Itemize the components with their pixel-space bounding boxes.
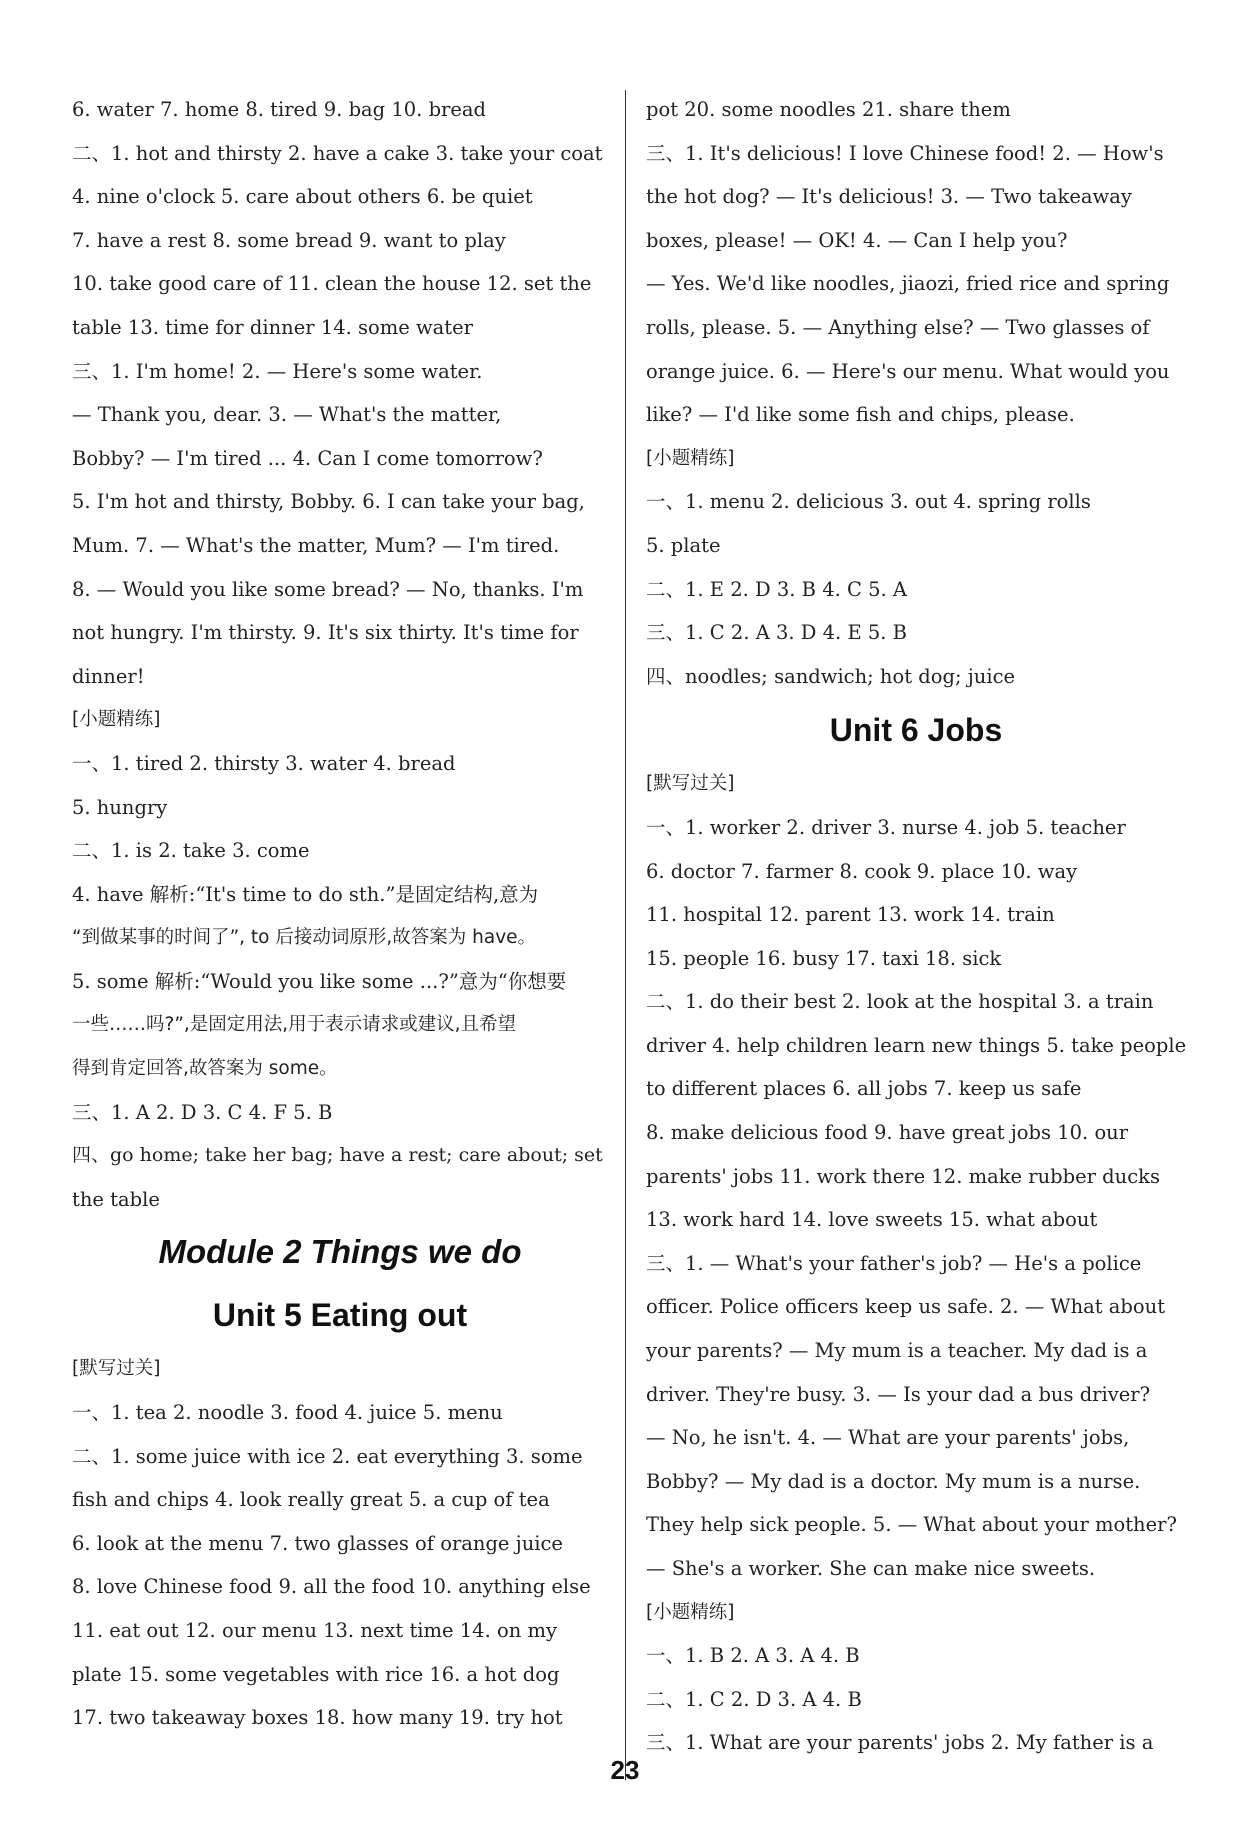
answer-line: 8. — Would you like some bread? — No, thanks. I'm (72, 577, 584, 601)
page-number: 23 (610, 1755, 640, 1785)
answer-line: your parents? — My mum is a teacher. My dad is a (646, 1339, 1148, 1363)
answer-line: 二、1. hot and thirsty 2. have a cake 3. take your coat (72, 141, 603, 165)
section-tag: [小题精练] (646, 447, 735, 469)
section-tag: [小题精练] (72, 709, 161, 731)
answer-line: 5. plate (646, 533, 721, 557)
answer-line: officer. Police officers keep us safe. 2. — What about (646, 1295, 1166, 1319)
answer-line: 三、1. C 2. A 3. D 4. E 5. B (646, 621, 908, 645)
answer-line: 4. have 解析:“It's time to do sth.”是固定结构,意为 (72, 882, 539, 906)
answer-line: — Yes. We'd like noodles, jiaozi, fried rice and spring (646, 272, 1170, 296)
answer-line: 6. look at the menu 7. two glasses of orange juice (72, 1531, 563, 1555)
answer-line: 11. hospital 12. parent 13. work 14. train (646, 903, 1055, 927)
answer-line: They help sick people. 5. — What about your mother? (646, 1513, 1177, 1537)
answer-line: 5. some 解析:“Would you like some ...?”意为“你想要 (72, 969, 567, 993)
answer-line: 一、1. B 2. A 3. A 4. B (646, 1644, 860, 1668)
answer-line: like? — I'd like some fish and chips, please. (646, 403, 1075, 427)
answer-line: 一、1. tired 2. thirsty 3. water 4. bread (72, 751, 456, 775)
answer-line: 15. people 16. busy 17. taxi 18. sick (646, 946, 1002, 970)
answer-line: parents' jobs 11. work there 12. make rubber ducks (646, 1164, 1160, 1188)
answer-line: 二、1. some juice with ice 2. eat everything 3. some (72, 1444, 583, 1468)
unit-heading: Unit 6 Jobs (829, 712, 1003, 749)
answer-line: 三、1. I'm home! 2. — Here's some water. (72, 359, 483, 383)
answer-line: 一、1. menu 2. delicious 3. out 4. spring rolls (646, 490, 1091, 514)
answer-line: 二、1. C 2. D 3. A 4. B (646, 1687, 862, 1711)
answer-line: plate 15. some vegetables with rice 16. a hot dog (72, 1662, 560, 1686)
answer-line: driver 4. help children learn new things 5. take people (646, 1033, 1187, 1057)
answer-line: 四、noodles; sandwich; hot dog; juice (646, 664, 1016, 688)
explanation-line: “到做某事的时间了”, to 后接动词原形,故答案为 have。 (72, 927, 537, 949)
answer-line: Mum. 7. — What's the matter, Mum? — I'm tired. (72, 533, 560, 557)
column-divider (625, 90, 626, 1780)
answer-line: 7. have a rest 8. some bread 9. want to play (72, 228, 506, 252)
answer-line: 二、1. is 2. take 3. come (72, 839, 310, 863)
answer-line: 8. make delicious food 9. have great jobs 10. our (646, 1121, 1129, 1145)
answer-line: 二、1. E 2. D 3. B 4. C 5. A (646, 577, 908, 601)
answer-line: driver. They're busy. 3. — Is your dad a bus driver? (646, 1382, 1151, 1406)
answer-line: not hungry. I'm thirsty. 9. It's six thirty. It's time for (72, 621, 579, 645)
section-tag: [小题精练] (646, 1601, 735, 1623)
answer-line: 6. water 7. home 8. tired 9. bag 10. bread (72, 98, 487, 121)
module-heading: Module 2 Things we do (158, 1233, 522, 1271)
answer-line: — No, he isn't. 4. — What are your parents' jobs, (646, 1426, 1130, 1450)
answer-line: 三、1. A 2. D 3. C 4. F 5. B (72, 1100, 333, 1124)
answer-line: 三、1. It's delicious! I love Chinese food! 2. — How's (646, 141, 1164, 165)
answer-line: 二、1. do their best 2. look at the hospital 3. a train (646, 990, 1154, 1014)
answer-line: the hot dog? — It's delicious! 3. — Two takeaway (646, 185, 1132, 209)
answer-line: — Thank you, dear. 3. — What's the matter, (72, 403, 502, 427)
answer-line: 11. eat out 12. our menu 13. next time 14. on my (72, 1619, 557, 1642)
answer-line: boxes, please! — OK! 4. — Can I help you? (646, 228, 1068, 252)
answer-line: Bobby? — My dad is a doctor. My mum is a nurse. (646, 1469, 1141, 1493)
answer-line: 13. work hard 14. love sweets 15. what about (646, 1208, 1098, 1232)
answer-line: rolls, please. 5. — Anything else? — Two glasses of (646, 315, 1150, 339)
unit-heading: Unit 5 Eating out (212, 1297, 468, 1334)
answer-line: pot 20. some noodles 21. share them (646, 98, 1011, 121)
explanation-line: 一些……吗?”,是固定用法,用于表示请求或建议,且希望 (72, 1014, 517, 1036)
answer-line: 四、go home; take her bag; have a rest; care about; set (72, 1144, 603, 1167)
answer-line: fish and chips 4. look really great 5. a cup of tea (72, 1488, 550, 1512)
answer-line: 三、1. — What's your father's job? — He's a police (646, 1251, 1142, 1275)
answer-line: the table (72, 1187, 160, 1211)
answer-line: 一、1. tea 2. noodle 3. food 4. juice 5. menu (72, 1401, 503, 1425)
answer-line: 一、1. worker 2. driver 3. nurse 4. job 5. teacher (646, 815, 1126, 839)
answer-line: orange juice. 6. — Here's our menu. What would you (646, 359, 1170, 383)
section-tag: [默写过关] (646, 773, 735, 795)
explanation-line: 得到肯定回答,故答案为 some。 (72, 1058, 338, 1080)
answer-line: Bobby? — I'm tired ... 4. Can I come tomorrow? (72, 446, 543, 470)
answer-line: 17. two takeaway boxes 18. how many 19. try hot (72, 1706, 563, 1730)
answer-line: dinner! (72, 664, 145, 688)
answer-line: 6. doctor 7. farmer 8. cook 9. place 10. way (646, 859, 1078, 883)
answer-line: 4. nine o'clock 5. care about others 6. be quiet (72, 185, 533, 209)
section-tag: [默写过关] (72, 1358, 161, 1380)
answer-line: 三、1. What are your parents' jobs 2. My father is a (646, 1731, 1154, 1755)
answer-line: 10. take good care of 11. clean the house 12. set the (72, 272, 592, 296)
answer-line: table 13. time for dinner 14. some water (72, 315, 474, 339)
answer-line: 5. I'm hot and thirsty, Bobby. 6. I can take your bag, (72, 490, 585, 514)
answer-line: 8. love Chinese food 9. all the food 10. anything else (72, 1575, 591, 1599)
answer-line: — She's a worker. She can make nice sweets. (646, 1557, 1096, 1580)
answer-line: 5. hungry (72, 795, 168, 819)
left-column (72, 88, 608, 1740)
right-column (646, 88, 1186, 1765)
answer-line: to different places 6. all jobs 7. keep us safe (646, 1077, 1082, 1101)
